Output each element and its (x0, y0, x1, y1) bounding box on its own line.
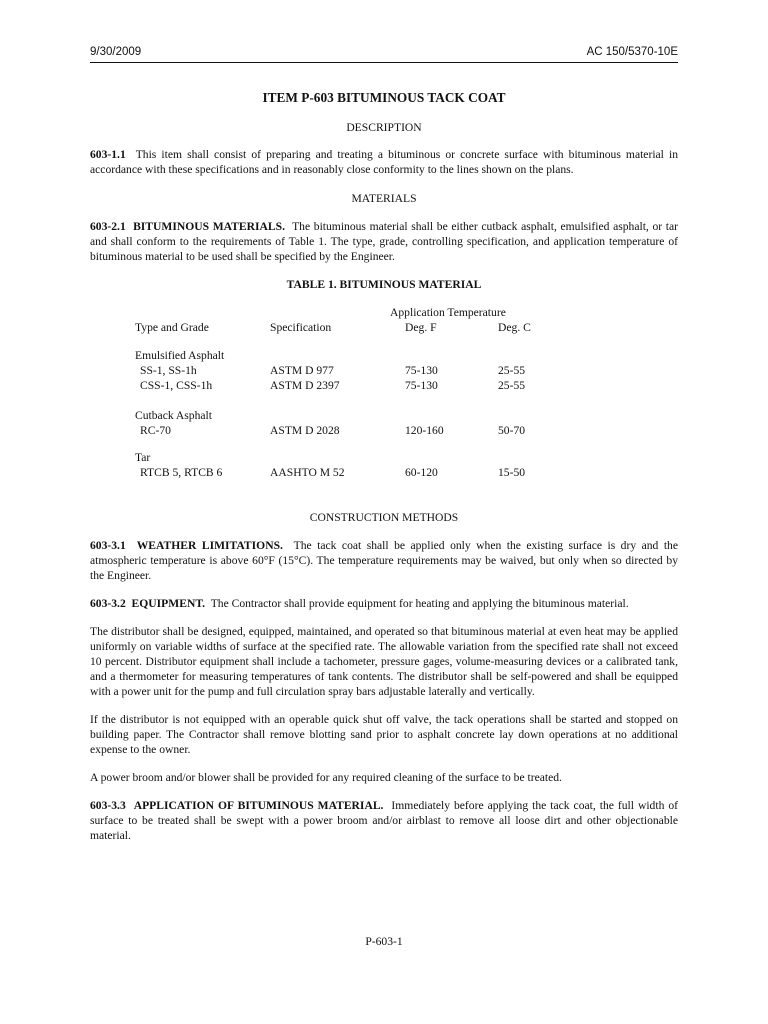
paragraph-number: 603-1.1 (90, 148, 126, 161)
table-group-name: Tar (135, 451, 151, 464)
table-cell: 15-50 (498, 466, 526, 479)
table-row (90, 423, 678, 438)
table-group-row (90, 408, 678, 423)
paragraph-603-3-1 (90, 538, 678, 583)
paragraph-number: 603-3.2 (90, 597, 126, 610)
paragraph-number: 603-3.1 (90, 539, 126, 552)
table-group-header-row (90, 305, 678, 320)
table-cell: 75-130 (405, 379, 438, 392)
paragraph-text: The Contractor shall provide equipment for heating and applying the bituminous material. (210, 597, 629, 610)
table-header-row (90, 320, 678, 335)
table-group-name: Emulsified Asphalt (135, 349, 225, 362)
paragraph-number: 603-2.1 (90, 220, 126, 233)
section-description: DESCRIPTION (346, 121, 422, 134)
paragraph-distributor: The distributor shall be designed, equipped, maintained, and operated so that bituminous material at even heat may be applied uniformly on variable widths of surface at the specified rate. The allowable variation from the specified rate shall not exceed 10 percent. Distributor equipment shall include a tachometer, pressure gages, volume-measuring devices or a calibrated tank, and a thermometer for measuring temperatures of tank contents. The distributor shall be self-powered and shall be equipped with a power unit for the pump and full circulation spray bars adjustable laterally and vertically. (90, 625, 678, 698)
page-title: ITEM P-603 BITUMINOUS TACK COAT (262, 90, 506, 105)
paragraph-heading: WEATHER LIMITATIONS. (136, 539, 283, 552)
document-body (90, 90, 678, 843)
paragraph-power-broom: A power broom and/or blower shall be provided for any required cleaning of the surface to be treated. (90, 771, 562, 784)
paragraph-603-3-2 (90, 596, 678, 611)
table-header-cell: Type and Grade (135, 321, 209, 334)
table-cell: 50-70 (498, 424, 526, 437)
table-group-row (90, 348, 678, 363)
table-group-name: Cutback Asphalt (135, 409, 212, 422)
table-cell: RC-70 (140, 424, 171, 437)
materials-table (90, 305, 678, 480)
table-group-header: Application Temperature (390, 306, 506, 319)
table-cell: 25-55 (498, 379, 526, 392)
paragraph-603-2-1 (90, 219, 678, 264)
paragraph-text: The bituminous material shall be either cutback asphalt, emulsified asphalt, or tar and shall conform to the requirements of Table 1. The type, grade, controlling specification, and application temperature of bituminous material to be used shall be specified by the Engineer. (90, 220, 679, 263)
table-header-cell: Deg. C (498, 321, 531, 334)
table-cell: 60-120 (405, 466, 438, 479)
table-cell: AASHTO M 52 (270, 466, 345, 479)
paragraph-number: 603-3.3 (90, 799, 126, 812)
table-cell: RTCB 5, RTCB 6 (140, 466, 223, 479)
table-cell: CSS-1, CSS-1h (140, 379, 213, 392)
table-group-row (90, 450, 678, 465)
table-cell: ASTM D 977 (270, 364, 334, 377)
section-materials: MATERIALS (351, 192, 417, 205)
paragraph-text: The tack coat shall be applied only when the existing surface is dry and the atmospheric temperature is above 60°F (15°C). The temperature requirements may be waived, but only when so directed by the Engineer. (90, 539, 678, 582)
header-date: 9/30/2009 (90, 46, 142, 58)
page-number: P-603-1 (365, 935, 403, 948)
table-cell: 25-55 (498, 364, 526, 377)
paragraph-shutoff-valve: If the distributor is not equipped with an operable quick shut off valve, the tack operations shall be started and stopped on building paper. The Contractor shall remove blotting sand prior to asphalt concrete lay down operations at no additional expense to the owner. (90, 713, 678, 756)
table-cell: 75-130 (405, 364, 438, 377)
table-title: TABLE 1. BITUMINOUS MATERIAL (286, 278, 482, 291)
section-construction-methods: CONSTRUCTION METHODS (309, 511, 459, 524)
paragraph-heading: APPLICATION OF BITUMINOUS MATERIAL. (133, 799, 384, 812)
paragraph-text: This item shall consist of preparing and treating a bituminous or concrete surface with bituminous material in accordance with these specifications and in reasonably close conformity to the lines shown on the plans. (90, 148, 678, 176)
paragraph-603-1-1 (90, 147, 678, 177)
table-row (90, 363, 678, 378)
header-doc-id: AC 150/5370-10E (586, 46, 678, 58)
table-cell: ASTM D 2028 (270, 424, 340, 437)
paragraph-heading: BITUMINOUS MATERIALS. (133, 220, 285, 233)
header-rule (90, 62, 678, 63)
paragraph-text: Immediately before applying the tack coat, the full width of surface to be treated shall be swept with a power broom and/or airblast to remove all loose dirt and other objectionable material. (90, 799, 679, 842)
table-cell: SS-1, SS-1h (140, 364, 197, 377)
table-cell: 120-160 (405, 424, 444, 437)
table-header-cell: Specification (270, 321, 332, 334)
table-row (90, 465, 678, 480)
table-row (90, 378, 678, 393)
paragraph-heading: EQUIPMENT. (131, 597, 206, 610)
table-header-cell: Deg. F (405, 321, 437, 334)
table-cell: ASTM D 2397 (270, 379, 340, 392)
paragraph-603-3-3 (90, 798, 678, 843)
